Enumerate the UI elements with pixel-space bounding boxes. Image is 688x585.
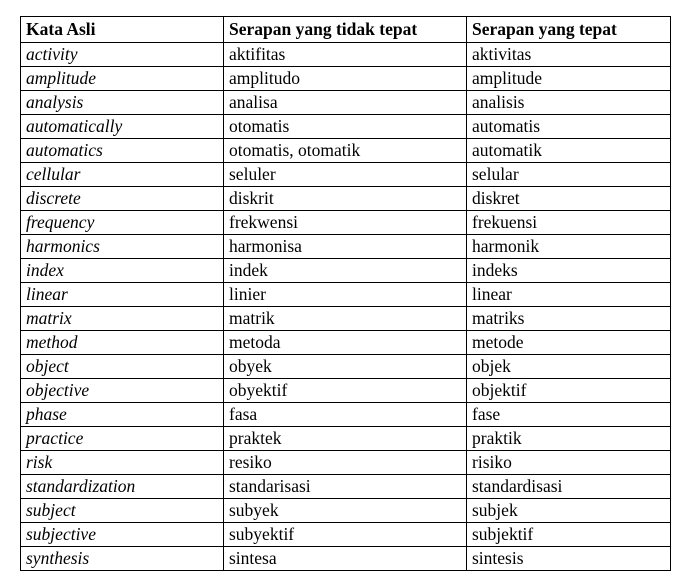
correct-absorption-cell: automatik: [467, 139, 671, 163]
incorrect-absorption-cell: otomatis, otomatik: [224, 139, 467, 163]
original-word-cell: method: [21, 331, 224, 355]
header-incorrect-absorption: Serapan yang tidak tepat: [224, 17, 467, 43]
correct-absorption-cell: objek: [467, 355, 671, 379]
original-word-cell: practice: [21, 427, 224, 451]
table-row: [21, 283, 671, 307]
correct-absorption-cell: automatis: [467, 115, 671, 139]
table-body: [21, 43, 671, 571]
original-word-cell: discrete: [21, 187, 224, 211]
correct-absorption-cell: frekuensi: [467, 211, 671, 235]
original-word-cell: automatically: [21, 115, 224, 139]
incorrect-absorption-cell: linier: [224, 283, 467, 307]
incorrect-absorption-cell: matrik: [224, 307, 467, 331]
correct-absorption-cell: matriks: [467, 307, 671, 331]
original-word-cell: phase: [21, 403, 224, 427]
original-word-cell: object: [21, 355, 224, 379]
correct-absorption-cell: indeks: [467, 259, 671, 283]
correct-absorption-cell: risiko: [467, 451, 671, 475]
table-row: [21, 355, 671, 379]
table-row: [21, 115, 671, 139]
incorrect-absorption-cell: subyek: [224, 499, 467, 523]
correct-absorption-cell: harmonik: [467, 235, 671, 259]
incorrect-absorption-cell: amplitudo: [224, 67, 467, 91]
table-row: [21, 67, 671, 91]
table-row: [21, 211, 671, 235]
incorrect-absorption-cell: seluler: [224, 163, 467, 187]
table-row: [21, 307, 671, 331]
incorrect-absorption-cell: resiko: [224, 451, 467, 475]
incorrect-absorption-cell: standarisasi: [224, 475, 467, 499]
table-row: [21, 187, 671, 211]
original-word-cell: index: [21, 259, 224, 283]
correct-absorption-cell: aktivitas: [467, 43, 671, 67]
original-word-cell: harmonics: [21, 235, 224, 259]
table-row: [21, 475, 671, 499]
correct-absorption-cell: amplitude: [467, 67, 671, 91]
original-word-cell: amplitude: [21, 67, 224, 91]
table-row: [21, 379, 671, 403]
original-word-cell: automatics: [21, 139, 224, 163]
original-word-cell: standardization: [21, 475, 224, 499]
table-row: [21, 139, 671, 163]
correct-absorption-cell: metode: [467, 331, 671, 355]
incorrect-absorption-cell: harmonisa: [224, 235, 467, 259]
table-row: [21, 499, 671, 523]
correct-absorption-cell: subjek: [467, 499, 671, 523]
original-word-cell: frequency: [21, 211, 224, 235]
original-word-cell: linear: [21, 283, 224, 307]
original-word-cell: subject: [21, 499, 224, 523]
correct-absorption-cell: objektif: [467, 379, 671, 403]
correct-absorption-cell: standardisasi: [467, 475, 671, 499]
incorrect-absorption-cell: aktifitas: [224, 43, 467, 67]
incorrect-absorption-cell: subyektif: [224, 523, 467, 547]
correct-absorption-cell: linear: [467, 283, 671, 307]
incorrect-absorption-cell: praktek: [224, 427, 467, 451]
table-row: [21, 163, 671, 187]
table-row: [21, 91, 671, 115]
original-word-cell: matrix: [21, 307, 224, 331]
incorrect-absorption-cell: frekwensi: [224, 211, 467, 235]
original-word-cell: synthesis: [21, 547, 224, 571]
header-correct-absorption: Serapan yang tepat: [467, 17, 671, 43]
incorrect-absorption-cell: otomatis: [224, 115, 467, 139]
header-original-word: Kata Asli: [21, 17, 224, 43]
table-row: [21, 331, 671, 355]
correct-absorption-cell: subjektif: [467, 523, 671, 547]
incorrect-absorption-cell: diskrit: [224, 187, 467, 211]
table-row: [21, 523, 671, 547]
incorrect-absorption-cell: metoda: [224, 331, 467, 355]
original-word-cell: risk: [21, 451, 224, 475]
header-row: [21, 17, 671, 43]
original-word-cell: objective: [21, 379, 224, 403]
table-row: [21, 43, 671, 67]
original-word-cell: subjective: [21, 523, 224, 547]
correct-absorption-cell: analisis: [467, 91, 671, 115]
table-row: [21, 547, 671, 571]
incorrect-absorption-cell: indek: [224, 259, 467, 283]
correct-absorption-cell: sintesis: [467, 547, 671, 571]
correct-absorption-cell: praktik: [467, 427, 671, 451]
correct-absorption-cell: fase: [467, 403, 671, 427]
incorrect-absorption-cell: fasa: [224, 403, 467, 427]
table-row: [21, 403, 671, 427]
original-word-cell: activity: [21, 43, 224, 67]
incorrect-absorption-cell: obyektif: [224, 379, 467, 403]
table-row: [21, 427, 671, 451]
original-word-cell: cellular: [21, 163, 224, 187]
loanword-table: [20, 16, 671, 571]
table-row: [21, 259, 671, 283]
table-row: [21, 235, 671, 259]
original-word-cell: analysis: [21, 91, 224, 115]
correct-absorption-cell: selular: [467, 163, 671, 187]
correct-absorption-cell: diskret: [467, 187, 671, 211]
incorrect-absorption-cell: sintesa: [224, 547, 467, 571]
table-row: [21, 451, 671, 475]
incorrect-absorption-cell: obyek: [224, 355, 467, 379]
incorrect-absorption-cell: analisa: [224, 91, 467, 115]
